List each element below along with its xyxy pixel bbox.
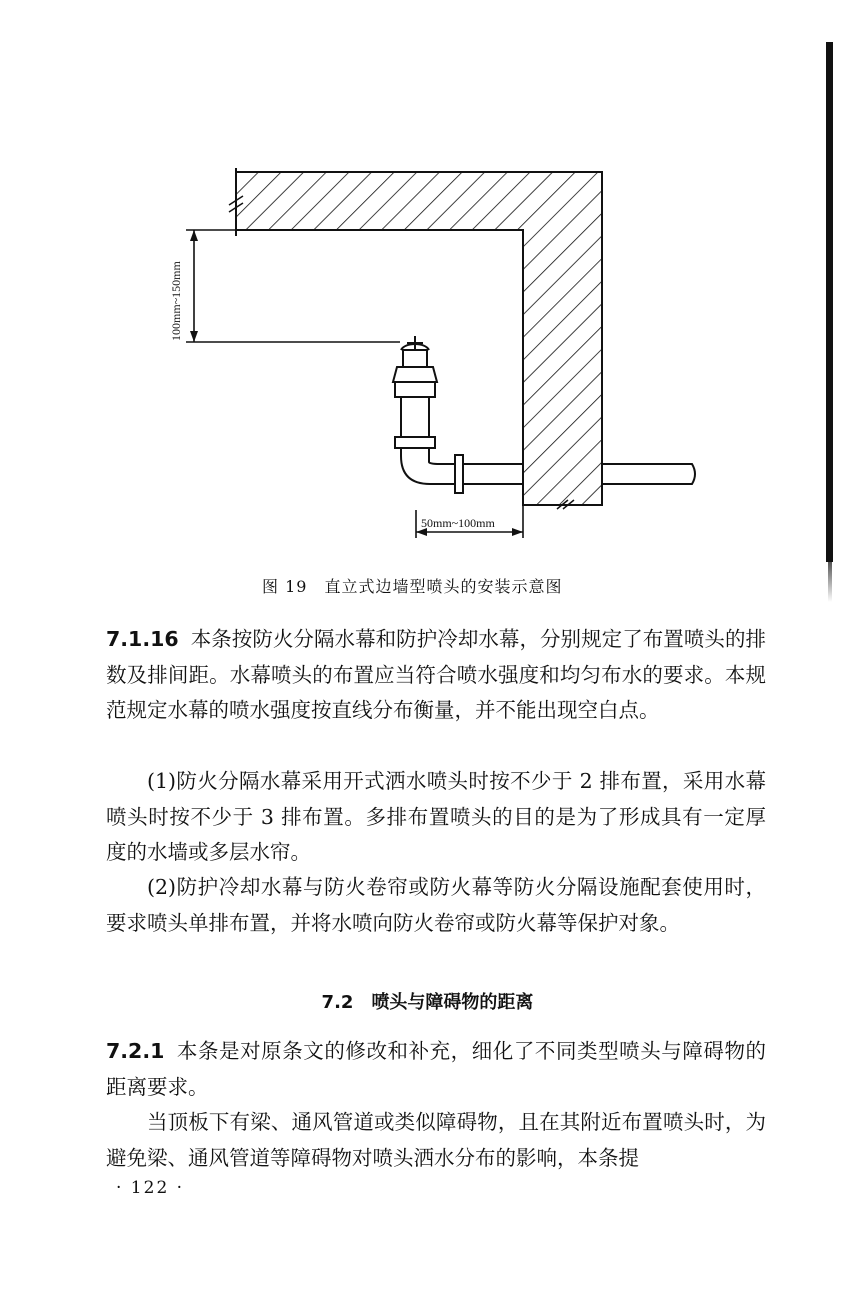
installation-diagram bbox=[0, 0, 855, 570]
heading-title: 喷头与障碍物的距离 bbox=[371, 992, 534, 1013]
dim-horizontal-label: 50mm~100mm bbox=[421, 516, 495, 530]
horizontal-dimension bbox=[416, 505, 523, 538]
section-number: 7.1.16 bbox=[106, 627, 179, 651]
supply-pipe bbox=[602, 464, 695, 484]
vertical-dimension bbox=[169, 230, 400, 342]
dim-vertical-label: 100mm~150mm bbox=[169, 261, 183, 341]
section-7-1-16-paragraph-3: (2)防护冷却水幕与防火卷帘或防火幕等防火分隔设施配套使用时，要求喷头单排布置，并将水喷向防火卷帘或防火幕等保护对象。 bbox=[106, 875, 766, 935]
heading-number: 7.2 bbox=[321, 992, 354, 1013]
section-heading bbox=[0, 988, 855, 1014]
page-number: · 122 · bbox=[116, 1178, 185, 1198]
section-7-2-1-paragraph-1 bbox=[106, 1034, 766, 1105]
paragraph-text: 本条是对原条文的修改和补充，细化了不同类型喷头与障碍物的距离要求。 bbox=[106, 1039, 766, 1099]
figure-caption: 图 19 直立式边墙型喷头的安装示意图 bbox=[262, 577, 563, 596]
section-number: 7.2.1 bbox=[106, 1039, 165, 1063]
sprinkler-head bbox=[393, 336, 523, 493]
section-7-2-1-paragraph-2: 当顶板下有梁、通风管道或类似障碍物，且在其附近布置喷头时，为避免梁、通风管道等障碍物对喷头洒水分布的影响，本条提 bbox=[106, 1110, 766, 1170]
section-7-1-16-paragraph-1 bbox=[106, 622, 766, 729]
paragraph-text: 本条按防火分隔水幕和防护冷却水幕，分别规定了布置喷头的排数及排间距。水幕喷头的布置应当符合喷水强度和均匀布水的要求。本规范规定水幕的喷水强度按直线分布衡量，并不能出现空白点。 bbox=[106, 627, 766, 722]
section-7-1-16-paragraph-2: (1)防火分隔水幕采用开式洒水喷头时按不少于 2 排布置，采用水幕喷头时按不少于 3 排布置。多排布置喷头的目的是为了形成具有一定厚度的水墙或多层水帘。 bbox=[106, 769, 766, 864]
